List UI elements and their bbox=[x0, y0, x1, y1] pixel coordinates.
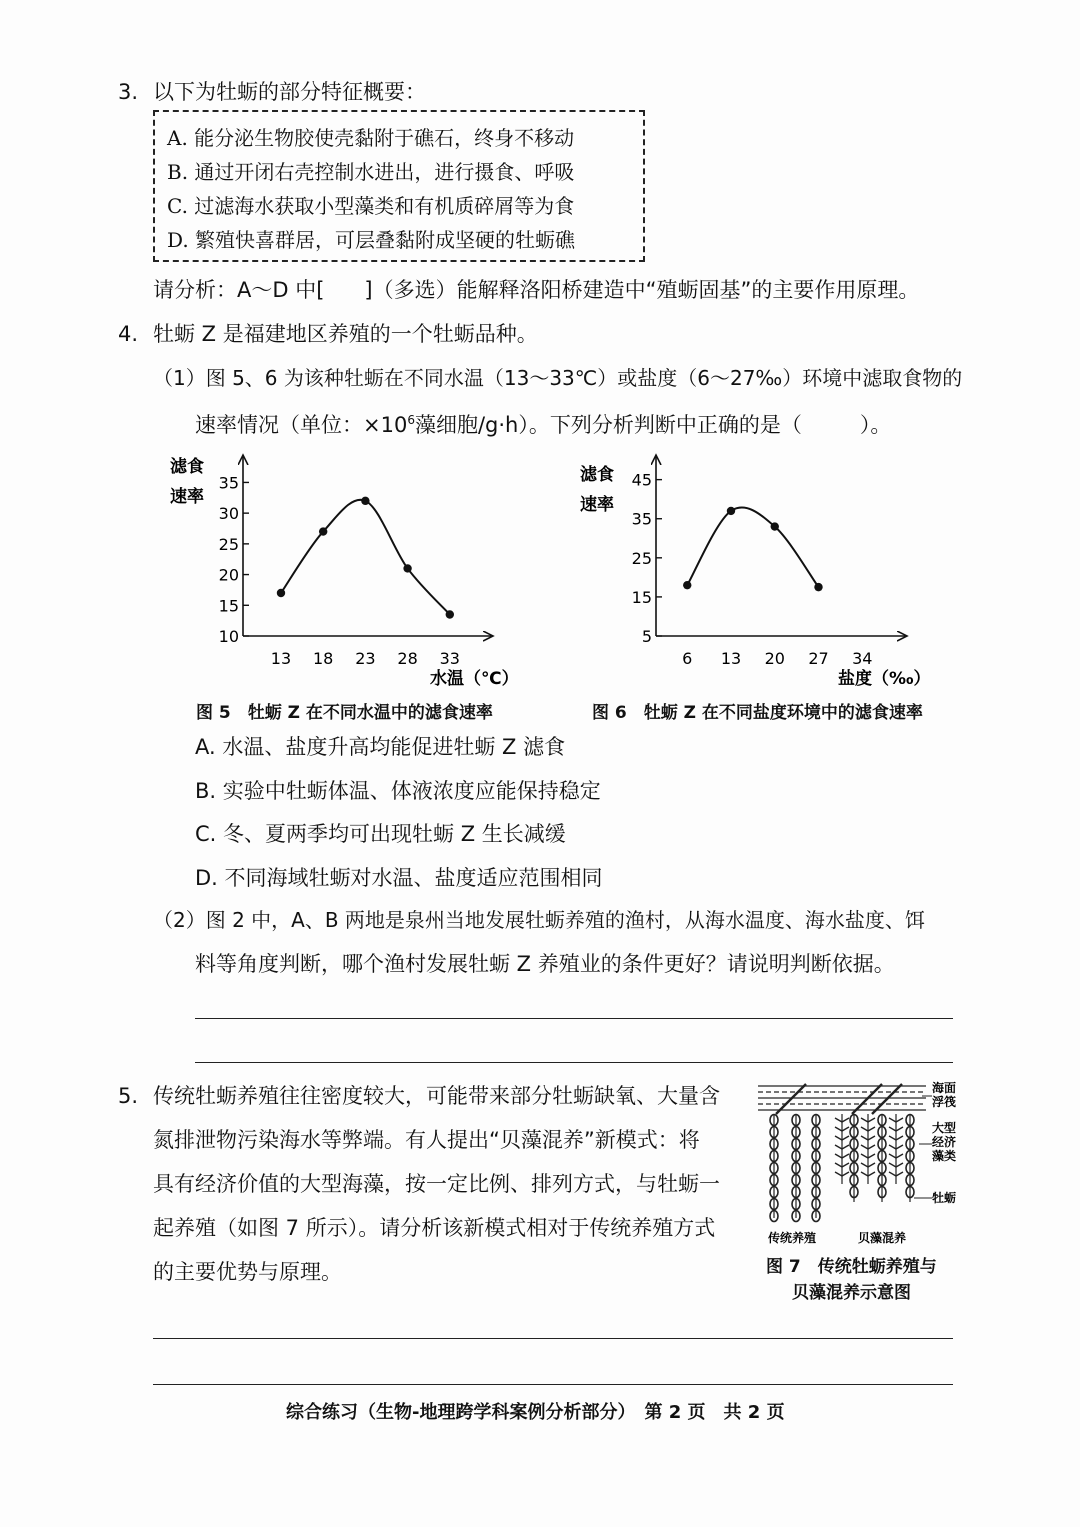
fig6-ytick-label: 25 bbox=[631, 548, 652, 568]
q4-answer-line-1[interactable] bbox=[195, 1018, 953, 1019]
fig5-data-point bbox=[446, 610, 454, 618]
fig6-data-point bbox=[683, 581, 691, 589]
figure-7-caption-line-1: 图 7 传统牡蛎养殖与 bbox=[766, 1257, 937, 1277]
q3-item-b: B. 通过开闭右壳控制水进出，进行摄食、呼吸 bbox=[167, 160, 575, 184]
fig5-data-point bbox=[403, 564, 411, 572]
q4-option-d[interactable]: D. 不同海域牡蛎对水温、盐度适应范围相同 bbox=[195, 866, 603, 890]
fig7-label-algae-1: 大型 bbox=[932, 1121, 957, 1135]
figure-5-chart bbox=[160, 448, 520, 698]
figure-7-schematic bbox=[754, 1078, 964, 1250]
fig6-ylabel-line1: 滤食 bbox=[580, 465, 614, 485]
q5-line-3: 具有经济价值的大型海藻，按一定比例、排列方式，与牡蛎一 bbox=[153, 1172, 720, 1196]
q4-option-c[interactable]: C. 冬、夏两季均可出现牡蛎 Z 生长减缓 bbox=[195, 822, 566, 846]
sea-surface-raft bbox=[758, 1084, 926, 1114]
figure-7-caption-line-2: 贝藻混养示意图 bbox=[792, 1283, 911, 1303]
fig6-data-point bbox=[727, 507, 735, 515]
q4-p1-line1: （1）图 5、6 为该种牡蛎在不同水温（13～33℃）或盐度（6～27‰）环境中滤取食物的 bbox=[153, 366, 963, 390]
fig5-series-line bbox=[281, 500, 450, 615]
fig5-xtick-label: 28 bbox=[397, 649, 418, 668]
fig6-ylabel-line2: 速率 bbox=[580, 495, 614, 515]
fig5-ytick-label: 20 bbox=[218, 565, 239, 585]
q4-p1-line2-after: 藻细胞/g·h）。下列分析判断中正确的是（ bbox=[414, 413, 802, 437]
algae-clusters bbox=[835, 1114, 903, 1184]
q5-line-1: 传统牡蛎养殖往往密度较大，可能带来部分牡蛎缺氧、大量含 bbox=[153, 1084, 720, 1108]
q5-line-4: 起养殖（如图 7 所示）。请分析该新模式相对于传统养殖方式 bbox=[153, 1216, 716, 1240]
fig5-xtick-label: 33 bbox=[439, 649, 460, 668]
fig7-label-traditional: 传统养殖 bbox=[768, 1231, 817, 1245]
fig5-xtick-label: 13 bbox=[270, 649, 292, 668]
q3-prompt-before: 请分析：A～D 中[ bbox=[153, 278, 325, 302]
fig5-ytick-label: 15 bbox=[218, 596, 239, 616]
page-footer: 综合练习（生物-地理跨学科案例分析部分） 第 2 页 共 2 页 bbox=[286, 1402, 785, 1423]
fig5-ytick-label: 25 bbox=[218, 534, 239, 554]
figure-5-caption: 图 5 牡蛎 Z 在不同水温中的滤食速率 bbox=[196, 703, 493, 723]
q3-number: 3. bbox=[118, 80, 139, 104]
fig5-xtick-label: 18 bbox=[313, 649, 334, 668]
q5-line-5: 的主要优势与原理。 bbox=[153, 1260, 342, 1284]
q4-p2-line2: 料等角度判断，哪个渔村发展牡蛎 Z 养殖业的条件更好？请说明判断依据。 bbox=[195, 952, 895, 976]
fig7-label-mixed: 贝藻混养 bbox=[858, 1231, 907, 1245]
fig7-label-float-1: 海面 bbox=[932, 1081, 957, 1095]
figure-6-caption: 图 6 牡蛎 Z 在不同盐度环境中的滤食速率 bbox=[592, 703, 923, 723]
q5-answer-line-2[interactable] bbox=[153, 1384, 953, 1385]
fig5-ylabel-line2: 速率 bbox=[170, 487, 204, 507]
fig6-data-point bbox=[814, 583, 822, 591]
fig6-data-point bbox=[771, 522, 779, 530]
fig7-label-oyster: 牡蛎 bbox=[932, 1191, 957, 1205]
q3-item-a: A. 能分泌生物胶使壳黏附于礁石，终身不移动 bbox=[167, 126, 575, 150]
q3-item-d: D. 繁殖快喜群居，可层叠黏附成坚硬的牡蛎礁 bbox=[167, 228, 576, 252]
q5-number: 5. bbox=[118, 1084, 139, 1108]
q4-p1-line2-end: ）。 bbox=[859, 413, 892, 437]
fig6-xlabel: 盐度（‰） bbox=[838, 669, 930, 689]
oyster-strings-traditional bbox=[770, 1114, 820, 1222]
q4-p1-line2-sup: 6 bbox=[407, 413, 415, 427]
fig5-ytick-label: 35 bbox=[218, 473, 239, 493]
figure-6-chart bbox=[570, 448, 930, 698]
fig5-ylabel-line1: 滤食 bbox=[170, 457, 204, 477]
fig6-ytick-label: 15 bbox=[631, 587, 652, 607]
q3-item-c: C. 过滤海水获取小型藻类和有机质碎屑等为食 bbox=[167, 194, 575, 218]
fig6-series-line bbox=[687, 507, 818, 587]
q3-feature-box bbox=[153, 110, 645, 262]
oyster-strings-mixed bbox=[850, 1114, 914, 1202]
fig6-ytick-label: 35 bbox=[631, 509, 652, 529]
q3-prompt bbox=[153, 276, 919, 304]
q4-p1-line2-before: 速率情况（单位：×10 bbox=[195, 413, 408, 437]
q4-option-b[interactable]: B. 实验中牡蛎体温、体液浓度应能保持稳定 bbox=[195, 779, 601, 803]
label-pointer-lines bbox=[914, 1096, 932, 1198]
fig7-label-algae-3: 藻类 bbox=[932, 1149, 957, 1163]
q4-option-a[interactable]: A. 水温、盐度升高均能促进牡蛎 Z 滤食 bbox=[195, 735, 566, 759]
fig6-xtick-label: 6 bbox=[682, 649, 693, 668]
fig6-xtick-label: 13 bbox=[720, 649, 742, 668]
q5-line-2: 氮排泄物污染海水等弊端。有人提出“贝藻混养”新模式：将 bbox=[153, 1128, 700, 1152]
q5-answer-line-1[interactable] bbox=[153, 1338, 953, 1339]
fig6-ytick-label: 5 bbox=[641, 627, 652, 646]
fig7-label-float-2: 浮筏 bbox=[932, 1095, 957, 1109]
q3-stem: 以下为牡蛎的部分特征概要： bbox=[153, 80, 426, 104]
fig5-ytick-label: 10 bbox=[218, 627, 239, 646]
q4-answer-line-2[interactable] bbox=[195, 1062, 953, 1063]
fig6-ytick-label: 45 bbox=[631, 470, 652, 490]
q4-p2-line1: （2）图 2 中，A、B 两地是泉州当地发展牡蛎养殖的渔村，从海水温度、海水盐度、饵 bbox=[153, 908, 925, 932]
fig6-xtick-label: 27 bbox=[808, 649, 829, 668]
fig5-ytick-label: 30 bbox=[218, 504, 239, 524]
q4-stem: 牡蛎 Z 是福建地区养殖的一个牡蛎品种。 bbox=[153, 322, 538, 346]
fig7-label-algae-2: 经济 bbox=[932, 1135, 957, 1149]
q4-number: 4. bbox=[118, 322, 139, 346]
fig6-xtick-label: 20 bbox=[764, 649, 785, 668]
fig5-data-point bbox=[319, 527, 327, 535]
fig5-data-point bbox=[277, 589, 285, 597]
fig6-xtick-label: 34 bbox=[852, 649, 873, 668]
fig5-data-point bbox=[361, 497, 369, 505]
q3-prompt-after: ]（多选）能解释洛阳桥建造中“殖蛎固基”的主要作用原理。 bbox=[364, 278, 920, 302]
q4-p1-line2 bbox=[195, 406, 891, 439]
fig5-xlabel: 水温（℃） bbox=[430, 669, 519, 689]
fig5-xtick-label: 23 bbox=[355, 649, 376, 668]
